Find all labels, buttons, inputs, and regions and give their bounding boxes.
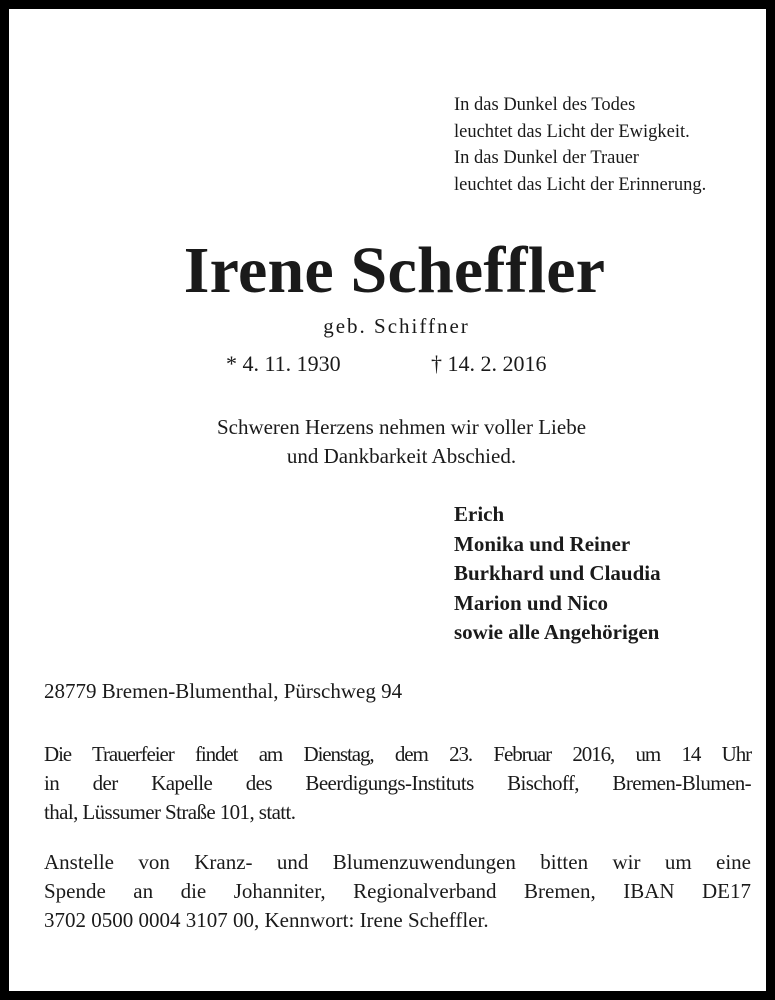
family-line: Monika und Reiner bbox=[454, 531, 631, 556]
donation-line: Anstelle von Kranz- und Blumenzuwendungen bitten wir um eine bbox=[44, 850, 751, 874]
deceased-name-heading bbox=[9, 231, 775, 311]
ceremony-info bbox=[44, 740, 751, 827]
farewell-message bbox=[9, 413, 775, 471]
poem-line: leuchtet das Licht der Erinnerung. bbox=[454, 174, 707, 195]
birth-name: geb. Schiffner bbox=[323, 314, 470, 338]
deceased-name: Irene Scheffler bbox=[183, 234, 606, 307]
poem-line: In das Dunkel der Trauer bbox=[454, 148, 639, 168]
family-line: Burkhard und Claudia bbox=[454, 561, 661, 585]
birth-date: * 4. 11. 1930 bbox=[226, 351, 341, 376]
message-line: Schweren Herzens nehmen wir voller Liebe bbox=[216, 415, 587, 439]
ceremony-line: in der Kapelle des Beerdigungs-Instituts Bischoff, Bremen-Blumen- bbox=[44, 771, 751, 795]
family-signatures bbox=[454, 500, 661, 648]
ceremony-line: Die Trauerfeier findet am Dienstag, dem 23. Februar 2016, um 14 Uhr bbox=[44, 742, 751, 766]
family-line: sowie alle Angehörigen bbox=[454, 620, 660, 644]
poem-verse bbox=[454, 92, 706, 198]
ceremony-line: thal, Lüssumer Straße 101, statt. bbox=[44, 800, 296, 824]
message-line: und Dankbarkeit Abschied. bbox=[286, 444, 517, 468]
donation-line: 3702 0500 0004 3107 00, Kennwort: Irene Scheffler. bbox=[44, 908, 489, 932]
family-address: 28779 Bremen-Blumenthal, Pürschweg 94 bbox=[44, 679, 403, 703]
family-line: Erich bbox=[454, 502, 505, 526]
poem-line: leuchtet das Licht der Ewigkeit. bbox=[454, 121, 690, 142]
birth-name-line bbox=[9, 311, 775, 341]
death-date: † 14. 2. 2016 bbox=[431, 351, 547, 376]
poem-line: In das Dunkel des Todes bbox=[454, 95, 636, 115]
donation-info bbox=[44, 848, 751, 935]
donation-line: Spende an die Johanniter, Regionalverband Bremen, IBAN DE17 bbox=[44, 879, 751, 903]
family-line: Marion und Nico bbox=[454, 590, 609, 615]
